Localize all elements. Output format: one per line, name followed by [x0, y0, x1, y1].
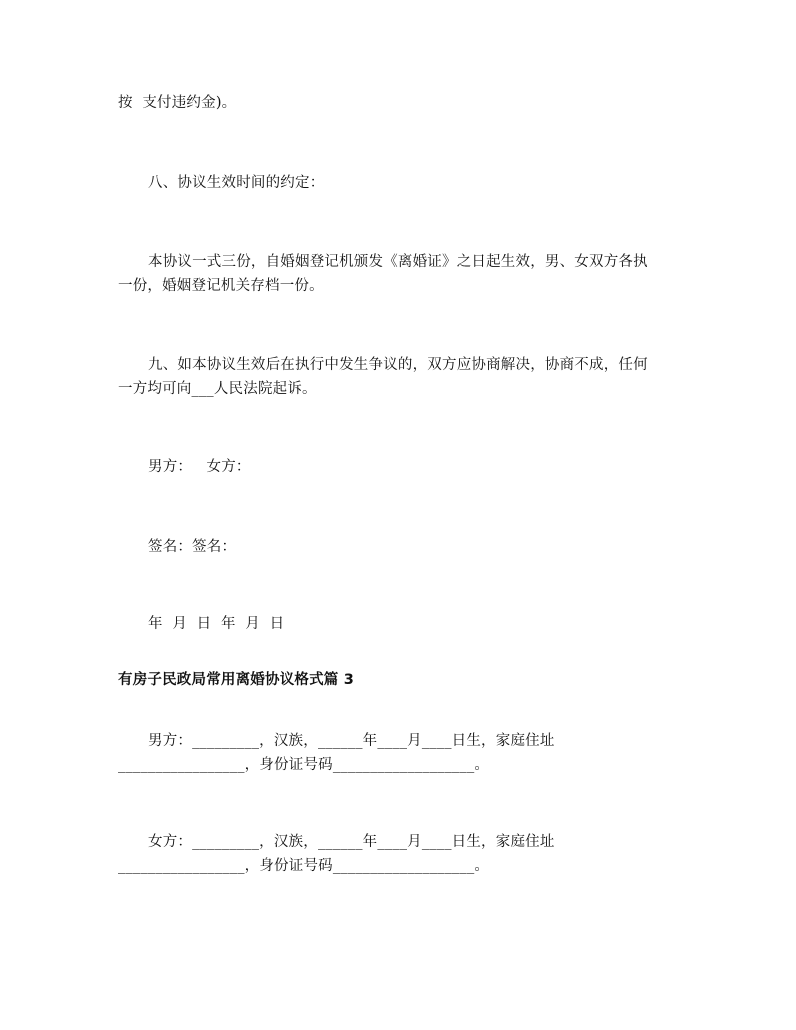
section-heading-effective-time: 八、协议生效时间的约定：: [148, 175, 325, 191]
section-title-part-3: 有房子民政局常用离婚协议格式篇 3: [118, 672, 355, 688]
paragraph-dispute-line-1: 九、如本协议生效后在执行中发生争议的，双方应协商解决，协商不成，任何: [148, 357, 648, 373]
party-labels: 男方： 女方：: [148, 459, 251, 475]
female-info-line-1: 女方：_________，汉族，______年____月____日生，家庭住址: [148, 834, 555, 850]
male-info-line-2: _________________，身份证号码___________________。: [118, 757, 490, 773]
female-info-line-2: _________________，身份证号码___________________。: [118, 858, 490, 874]
paragraph-dispute-line-2: 一方均可向___人民法院起诉。: [118, 381, 317, 397]
male-info-line-1: 男方：_________，汉族，______年____月____日生，家庭住址: [148, 733, 555, 749]
paragraph-copies-line-1: 本协议一式三份，自婚姻登记机颁发《离婚证》之日起生效，男、女双方各执: [148, 254, 648, 270]
signature-labels: 签名：签名：: [148, 539, 237, 555]
text-line-penalty: 按 支付违约金)。: [118, 95, 237, 111]
date-labels: 年 月 日 年 月 日: [148, 616, 285, 632]
paragraph-copies-line-2: 一份，婚姻登记机关存档一份。: [118, 278, 324, 294]
